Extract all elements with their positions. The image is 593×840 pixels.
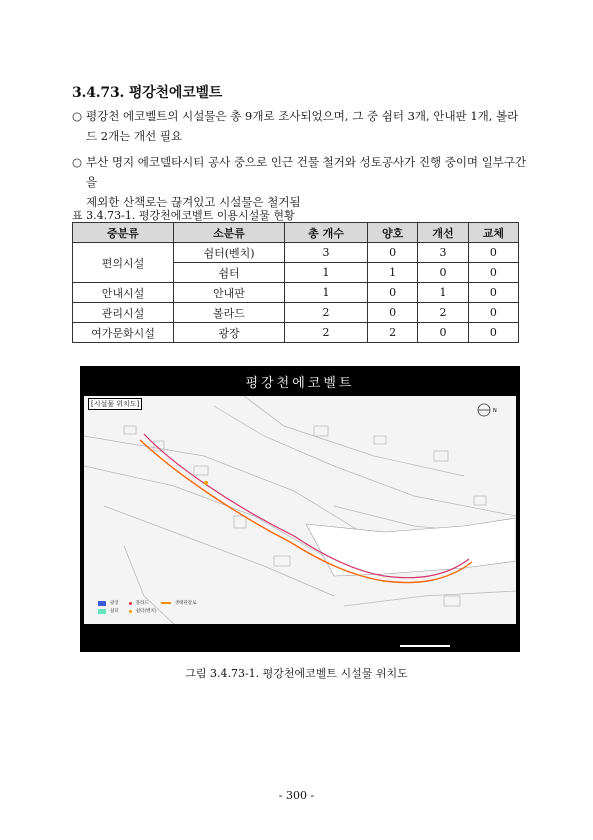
table-cell: 볼라드 (174, 303, 285, 323)
bullet-item (72, 152, 532, 212)
svg-text:N: N (493, 408, 497, 414)
table-cell: 0 (368, 283, 418, 303)
table-cell: 쉼터 (174, 263, 285, 283)
map-figure (80, 366, 520, 652)
legend-row (98, 600, 197, 606)
dot-icon (129, 602, 132, 605)
column-header: 교체 (468, 223, 518, 243)
figure-title: 평강천에코벨트 (245, 376, 355, 391)
figure-caption: 그림 3.4.73-1. 평강천에코벨트 시설물 위치도 (185, 667, 408, 680)
scale-bar (400, 645, 450, 647)
bench-marker (204, 481, 208, 485)
column-header: 소분류 (174, 223, 285, 243)
table-cell: 편의시설 (73, 243, 174, 283)
table-cell: 0 (468, 303, 518, 323)
site-map (84, 396, 516, 624)
table-cell: 0 (368, 303, 418, 323)
table-cell: 2 (368, 323, 418, 343)
table-row (73, 243, 519, 263)
map-legend (98, 598, 197, 614)
square-icon (98, 601, 106, 606)
table-cell: 안내시설 (73, 283, 174, 303)
table-cell: 2 (285, 303, 368, 323)
table-cell: 1 (285, 263, 368, 283)
facility-table (72, 222, 519, 343)
legend-label: 쉼터 (110, 609, 119, 614)
column-header: 개선 (418, 223, 468, 243)
table-cell: 2 (285, 323, 368, 343)
column-header: 양호 (368, 223, 418, 243)
column-header: 총 개수 (285, 223, 368, 243)
bullet-line: 제외한 산책로는 끊겨있고 시설물은 철거됨 (86, 195, 301, 209)
table-cell: 1 (368, 263, 418, 283)
table-cell: 쉼터(벤치) (174, 243, 285, 263)
map-drawing (84, 396, 516, 624)
bullet-line: 평강천 에코벨트의 시설물은 총 9개로 조사되었으며, 그 중 쉼터 3개, 안내판 1개, 볼라 (86, 109, 519, 123)
table-row (73, 323, 519, 343)
table-cell: 0 (468, 283, 518, 303)
table-cell: 1 (285, 283, 368, 303)
table-caption: 표 3.4.73-1. 평강천에코벨트 이용시설물 현황 (72, 209, 295, 222)
bullet-mark: ○ (72, 109, 83, 123)
table-cell: 관리시설 (73, 303, 174, 323)
table-cell: 0 (468, 243, 518, 263)
table-cell: 3 (418, 243, 468, 263)
page-number: - 300 - (278, 789, 315, 802)
section-heading: 3.4.73. 평강천에코벨트 (72, 85, 223, 101)
table-cell: 0 (368, 243, 418, 263)
line-icon (161, 602, 171, 604)
square-icon (98, 609, 106, 614)
bullet-line: 드 2개는 개선 필요 (86, 129, 183, 143)
table-cell: 0 (468, 263, 518, 283)
table-cell: 1 (418, 283, 468, 303)
legend-label: 볼라드 (135, 601, 149, 606)
table-row (73, 303, 519, 323)
table-row (73, 283, 519, 303)
dot-icon (129, 610, 132, 613)
bullet-mark: ○ (72, 155, 83, 169)
table-cell: 0 (418, 263, 468, 283)
map-background-lines (84, 396, 516, 624)
table-cell: 2 (418, 303, 468, 323)
table-cell: 3 (285, 243, 368, 263)
bullet-line: 부산 명지 에코델타시티 공사 중으로 인근 건물 철거와 성토공사가 진행 중이며 일부구간을 (86, 155, 527, 189)
legend-label: 생태관찰로 (174, 601, 197, 606)
column-header: 중분류 (73, 223, 174, 243)
legend-row (98, 608, 197, 614)
table-cell: 0 (418, 323, 468, 343)
table-cell: 0 (468, 323, 518, 343)
north-arrow-icon (478, 404, 497, 416)
table-header-row (73, 223, 519, 243)
table-cell: 광장 (174, 323, 285, 343)
legend-label: 광장 (110, 601, 119, 606)
legend-label: 쉼터(벤치) (135, 609, 157, 614)
map-label: [시설물 위치도] (88, 398, 142, 410)
table-cell: 안내판 (174, 283, 285, 303)
table-cell: 여가문화시설 (73, 323, 174, 343)
bullet-item (72, 106, 532, 146)
